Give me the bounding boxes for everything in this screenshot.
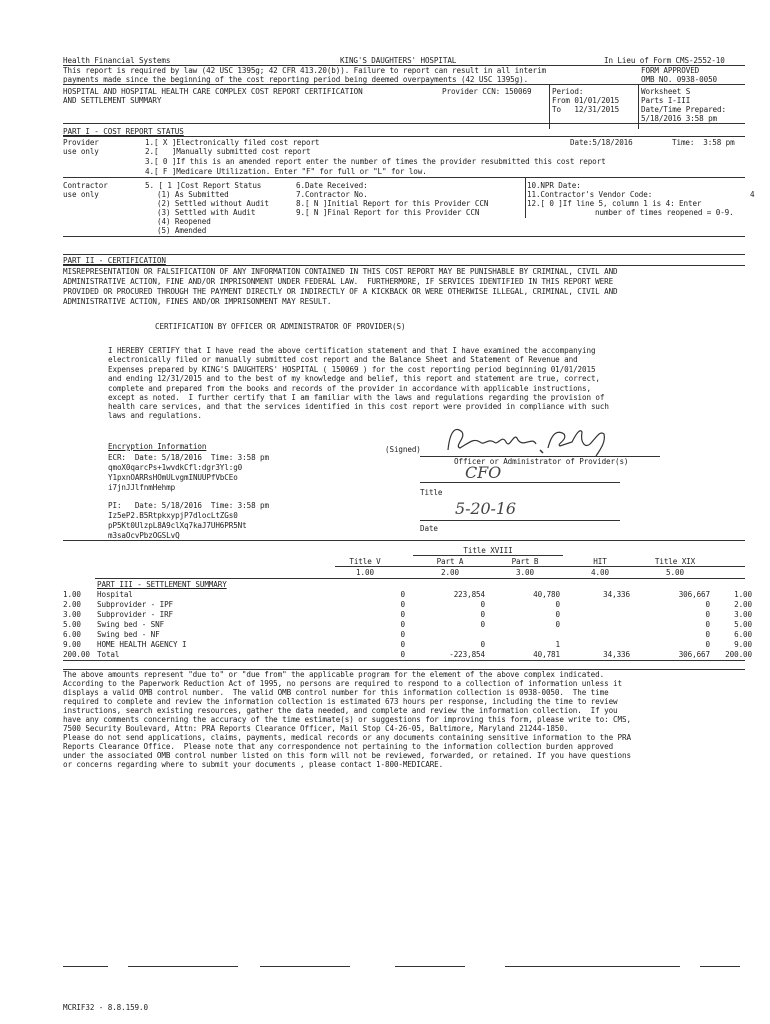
cell-part-b: 0 xyxy=(555,600,560,609)
row-line-number: 1.00 xyxy=(63,590,81,599)
row-line-number: 200.00 xyxy=(63,650,90,659)
cert-line5: complete and prepared from the books and records of the provider in accordance with applicable instructions, xyxy=(108,384,591,393)
col-part-a: Part A xyxy=(436,557,464,566)
period-to: To 12/31/2015 xyxy=(552,105,620,114)
status-reopened: (4) Reopened xyxy=(157,217,211,226)
cell-title-v: 0 xyxy=(400,640,405,649)
officer-label: Officer or Administrator of Provider(s) xyxy=(454,457,629,466)
vendor-code: 11.Contractor's Vendor Code: xyxy=(527,190,653,199)
cell-title-v: 0 xyxy=(400,620,405,629)
cell-part-a: 0 xyxy=(480,620,485,629)
date-prepared: 5/18/2016 3:58 pm xyxy=(641,114,718,123)
date-received: 6.Date Received: xyxy=(296,181,368,190)
status-item1: 1.[ X ]Electronically filed cost report xyxy=(145,138,320,147)
date-handwritten: 5-20-16 xyxy=(455,499,517,518)
cell-part-b: 0 xyxy=(555,620,560,629)
status-item2: 2.[ ]Manually submitted cost report xyxy=(145,147,311,156)
legal-notice-line1: This report is required by law (42 USC 1395g; 42 CFR 413.20(b)). Failure to report can result in all interim xyxy=(63,66,546,75)
row-label: Subprovider - IPF xyxy=(97,600,174,609)
npr-date: 10.NPR Date: xyxy=(527,181,581,190)
cell-title-v: 0 xyxy=(400,650,405,659)
col-num-3: 3.00 xyxy=(516,568,534,577)
worksheet-parts: Parts I-III xyxy=(641,96,691,105)
warning-line3: PROVIDED OR PROCURED THROUGH THE PAYMENT DIRECTLY OR INDIRECTLY OF A KICKBACK OR WERE OTHERWISE ILLEGAL, CRIMINAL, CIVIL AND xyxy=(63,287,618,296)
row-label: Subprovider - IRF xyxy=(97,610,174,619)
provider-label: Provider xyxy=(63,138,99,147)
row-label: Total xyxy=(97,650,120,659)
col-title-xix: Title XIX xyxy=(654,557,696,566)
signature-image xyxy=(440,420,620,460)
date-label: Date xyxy=(420,524,438,533)
cell-hit: 34,336 xyxy=(603,590,630,599)
ecr-line: ECR: Date: 5/18/2016 Time: 3:58 pm xyxy=(108,453,269,462)
status-amended: (5) Amended xyxy=(157,226,207,235)
form-approved: FORM APPROVED xyxy=(641,66,700,75)
cert-line2: electronically filed or manually submitted cost report and the Balance Sheet and Statement of Revenue and xyxy=(108,355,578,364)
warning-line2: ADMINISTRATIVE ACTION, FINE AND/OR IMPRISONMENT UNDER FEDERAL LAW. FURTHERMORE, IF SERVICES IDENTIFIED IN THIS REPORT WERE xyxy=(63,277,614,286)
cell-part-a: 0 xyxy=(480,600,485,609)
report-title-line1: HOSPITAL AND HOSPITAL HEALTH CARE COMPLEX COST REPORT CERTIFICATION xyxy=(63,87,363,96)
col-part-b: Part B xyxy=(511,557,539,566)
provider-use-only: use only xyxy=(63,147,99,156)
status-item4: 4.[ F ]Medicare Utilization. Enter "F" for full or "L" for low. xyxy=(145,167,427,176)
cell-title-xix: 0 xyxy=(705,640,710,649)
cost-report-status: 5. [ 1 ]Cost Report Status xyxy=(145,181,262,190)
row-line-number-end: 3.00 xyxy=(734,610,752,619)
pi-hash2: pP5Kt0UlzpL8A9clXq7kaJ7UH6PR5Nt xyxy=(108,521,247,530)
footer-line5: instructions, search existing resources, gather the data needed, and complete and review the information collection. If you xyxy=(63,706,618,715)
cell-part-b: 40,780 xyxy=(533,590,560,599)
footer-line9: Reports Clearance Office. Please note that any correspondence not pertaining to the information collection burden approved xyxy=(63,742,614,751)
row-line-number: 5.00 xyxy=(63,620,81,629)
warning-line4: ADMINISTRATIVE ACTION, FINES AND/OR IMPRISONMENT MAY RESULT. xyxy=(63,297,332,306)
cert-line6: except as noted. I further certify that I am familiar with the laws and regulations regarding the provision of xyxy=(108,393,605,402)
omb-number: OMB NO. 0938-0050 xyxy=(641,75,718,84)
status-settled-without-audit: (2) Settled without Audit xyxy=(157,199,269,208)
contractor-no: 7.Contractor No. xyxy=(296,190,368,199)
cell-title-v: 0 xyxy=(400,630,405,639)
part2-title: PART II - CERTIFICATION xyxy=(63,256,166,265)
cert-line4: and ending 12/31/2015 and to the best of my knowledge and belief, this report and statement are true, correct, xyxy=(108,374,600,383)
cell-part-a: 0 xyxy=(480,640,485,649)
legal-notice-line2: payments made since the beginning of the cost reporting period being deemed overpayments (42 USC 1395g). xyxy=(63,75,529,84)
pi-hash1: Iz5eP2.B5RtpkxypjP7dlocLtZGs0 xyxy=(108,511,238,520)
warning-line1: MISREPRESENTATION OR FALSIFICATION OF ANY INFORMATION CONTAINED IN THIS COST REPORT MAY BE PUNISHABLE BY CRIMINAL, CIVIL AND xyxy=(63,267,618,276)
cell-title-xix: 306,667 xyxy=(678,590,710,599)
row-line-number-end: 5.00 xyxy=(734,620,752,629)
row-label: Hospital xyxy=(97,590,133,599)
cell-part-b: 0 xyxy=(555,610,560,619)
col-num-4: 4.00 xyxy=(591,568,609,577)
signed-label: (Signed) xyxy=(385,445,421,454)
row-label: Swing bed - SNF xyxy=(97,620,165,629)
cert-line8: laws and regulations. xyxy=(108,411,202,420)
part1-title: PART I - COST REPORT STATUS xyxy=(63,127,184,136)
footer-line10: under the associated OMB control number listed on this form will not be reviewed, forwarded, or retained. If you have questions xyxy=(63,751,631,760)
col-num-5: 5.00 xyxy=(666,568,684,577)
row-label: Swing bed - NF xyxy=(97,630,160,639)
cell-part-b: 1 xyxy=(555,640,560,649)
reopen-count: 12.[ 0 ]If line 5, column 1 is 4: Enter xyxy=(527,199,702,208)
cell-title-v: 0 xyxy=(400,610,405,619)
col-hit: HIT xyxy=(593,557,607,566)
title-xviii-header: Title XVIII xyxy=(463,546,513,555)
title-handwritten: CFO xyxy=(465,463,502,482)
cell-title-xix: 306,667 xyxy=(678,650,710,659)
software-version: MCRIF32 - 8.8.159.0 xyxy=(63,1003,148,1012)
report-title-line2: AND SETTLEMENT SUMMARY xyxy=(63,96,162,105)
provider-ccn: Provider CCN: 150069 xyxy=(442,87,532,96)
final-report: 9.[ N ]Final Report for this Provider CCN xyxy=(296,208,480,217)
footer-line2: According to the Paperwork Reduction Act of 1995, no persons are required to respond to a collection of information unless it xyxy=(63,679,622,688)
cell-part-a: 0 xyxy=(480,610,485,619)
cell-title-v: 0 xyxy=(400,590,405,599)
ecr-hash3: i7jnJJlfnmHehmp xyxy=(108,483,176,492)
form-number: In Lieu of Form CMS-2552-10 xyxy=(604,56,725,65)
row-line-number-end: 9.00 xyxy=(734,640,752,649)
ecr-hash1: qmoX0qarcPs+1wvdkCfl:dgr3Yl:g0 xyxy=(108,463,243,472)
hospital-name: KING'S DAUGHTERS' HOSPITAL xyxy=(340,56,457,65)
footer-line1: The above amounts represent "due to" or "due from" the applicable program for the element of the above complex indicated. xyxy=(63,670,605,679)
status-settled-with-audit: (3) Settled with Audit xyxy=(157,208,256,217)
row-line-number-end: 2.00 xyxy=(734,600,752,609)
cell-hit: 34,336 xyxy=(603,650,630,659)
row-line-number: 3.00 xyxy=(63,610,81,619)
cell-part-a: 223,854 xyxy=(453,590,485,599)
part3-title: PART III - SETTLEMENT SUMMARY xyxy=(97,580,227,589)
vendor-code-value: 4 xyxy=(750,190,755,199)
row-line-number: 6.00 xyxy=(63,630,81,639)
reopen-count-note: number of times reopened = 0-9. xyxy=(595,208,734,217)
initial-report: 8.[ N ]Initial Report for this Provider CCN xyxy=(296,199,489,208)
contractor-label: Contractor xyxy=(63,181,108,190)
cert-line3: Expenses prepared by KING'S DAUGHTERS' HOSPITAL ( 150069 ) for the cost reporting period beginning 01/01/2015 xyxy=(108,365,596,374)
period-label: Period: xyxy=(552,87,584,96)
row-line-number-end: 200.00 xyxy=(725,650,752,659)
footer-line7: 7500 Security Boulevard, Attn: PRA Reports Clearance Officer, Mail Stop C4-26-05, Baltimore, Maryland 21244-1850. xyxy=(63,724,569,733)
title-label: Title xyxy=(420,488,443,497)
status-item1-date: Date:5/18/2016 xyxy=(570,138,633,147)
row-label: HOME HEALTH AGENCY I xyxy=(97,640,187,649)
col-num-1: 1.00 xyxy=(356,568,374,577)
footer-line3: displays a valid OMB control number. The valid OMB control number for this information collection is 0938-0050. The time xyxy=(63,688,609,697)
row-line-number-end: 6.00 xyxy=(734,630,752,639)
col-num-2: 2.00 xyxy=(441,568,459,577)
worksheet-id: Worksheet S xyxy=(641,87,691,96)
status-as-submitted: (1) As Submitted xyxy=(157,190,229,199)
cert-line1: I HEREBY CERTIFY that I have read the above certification statement and that I have examined the accompanying xyxy=(108,346,596,355)
status-item3: 3.[ 0 ]If this is an amended report enter the number of times the provider resubmitted this cost report xyxy=(145,157,606,166)
pi-hash3: m3saOcvPbzOGSLvQ xyxy=(108,531,180,540)
pi-line: PI: Date: 5/18/2016 Time: 3:58 pm xyxy=(108,501,269,510)
footer-line8: Please do not send applications, claims, payments, medical records or any documents containing sensitive information to the PRA xyxy=(63,733,631,742)
software-name: Health Financial Systems xyxy=(63,56,171,65)
cell-title-v: 0 xyxy=(400,600,405,609)
cell-part-a: -223,854 xyxy=(449,650,485,659)
row-line-number-end: 1.00 xyxy=(734,590,752,599)
ecr-hash2: Y1pxnOARRsHOmULvgmINUUPfVbCEo xyxy=(108,473,238,482)
cell-title-xix: 0 xyxy=(705,610,710,619)
certification-heading: CERTIFICATION BY OFFICER OR ADMINISTRATOR OF PROVIDER(S) xyxy=(155,322,406,331)
cell-title-xix: 0 xyxy=(705,630,710,639)
date-prepared-label: Date/Time Prepared: xyxy=(641,105,726,114)
col-title-v: Title V xyxy=(349,557,381,566)
period-from: From 01/01/2015 xyxy=(552,96,620,105)
footer-line4: required to complete and review the information collection is estimated 673 hours per response, including the time to review xyxy=(63,697,618,706)
cert-line7: health care services, and that the services identified in this cost report were provided in compliance with such xyxy=(108,402,609,411)
status-item1-time: Time: 3:58 pm xyxy=(672,138,735,147)
encryption-title: Encryption Information xyxy=(108,442,207,451)
row-line-number: 9.00 xyxy=(63,640,81,649)
row-line-number: 2.00 xyxy=(63,600,81,609)
cell-title-xix: 0 xyxy=(705,600,710,609)
cell-title-xix: 0 xyxy=(705,620,710,629)
cell-part-b: 40,781 xyxy=(533,650,560,659)
footer-line11: or concerns regarding where to submit your documents , please contact 1-800-MEDICARE. xyxy=(63,760,444,769)
contractor-use-only: use only xyxy=(63,190,99,199)
footer-line6: have any comments concerning the accuracy of the time estimate(s) or suggestions for improving this form, please write to: CMS, xyxy=(63,715,631,724)
